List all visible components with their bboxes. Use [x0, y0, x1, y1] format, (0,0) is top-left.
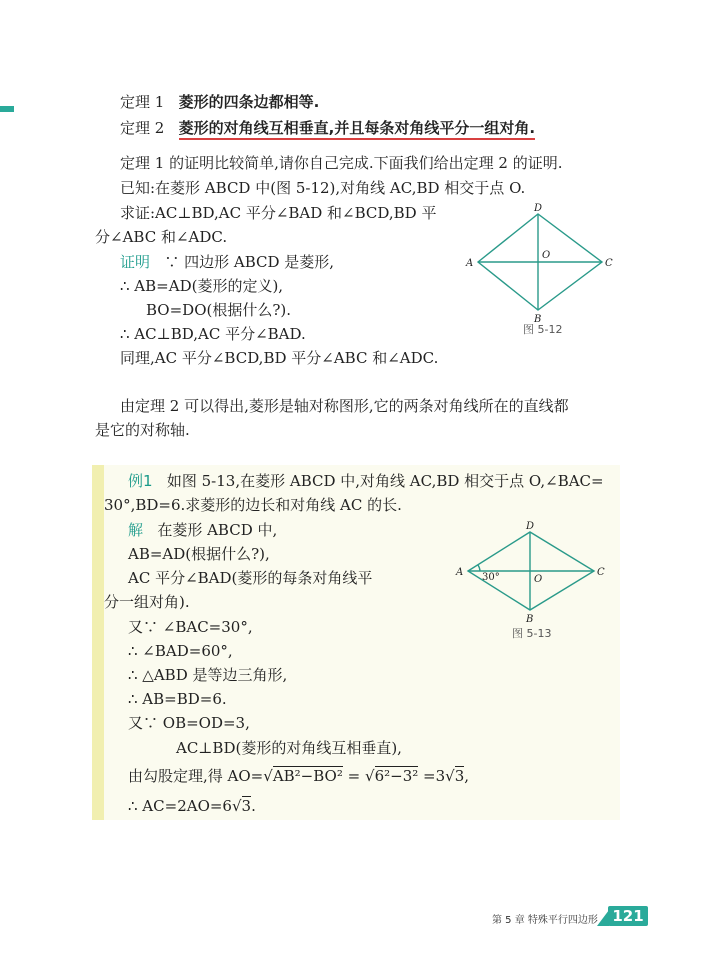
label-c: C: [605, 258, 613, 269]
theorem-1: 定理 1 菱形的四条边都相等.: [120, 93, 320, 111]
label-a: A: [456, 567, 464, 578]
conclusion-line-2: 是它的对称轴.: [95, 421, 190, 439]
solution-line-1: 解 在菱形 ABCD 中,: [128, 521, 278, 539]
prove-line-2: 分∠ABC 和∠ADC.: [95, 228, 228, 246]
label-a: A: [466, 258, 474, 269]
solution-line-6: ∴ ∠BAD=60°,: [128, 642, 233, 660]
radicand-1: AB²−BO²: [272, 767, 343, 785]
page-number: 121: [608, 906, 648, 926]
angle-label: 30°: [482, 572, 500, 583]
prove-line-1: 求证:AC⊥BD,AC 平分∠BAD 和∠BCD,BD 平: [120, 204, 437, 222]
label-o: O: [542, 250, 551, 261]
label-o: O: [534, 574, 543, 585]
solution-line-5: 又∵ ∠BAC=30°,: [128, 618, 253, 636]
example-line-1: 例1 如图 5-13,在菱形 ABCD 中,对角线 AC,BD 相交于点 O,∠BAC=: [128, 472, 604, 490]
margin-tab: [0, 106, 14, 112]
proof-label: 证明: [120, 253, 151, 271]
proof-line-4: ∴ AC⊥BD,AC 平分∠BAD.: [120, 325, 306, 343]
sqrt-sign: √: [365, 767, 375, 785]
figure-5-12-caption: 图 5-12: [523, 323, 563, 336]
figure-5-12: [462, 202, 622, 334]
angle-arc: [478, 565, 480, 571]
solution-line-8: ∴ AB=BD=6.: [128, 690, 227, 708]
label-d: D: [526, 521, 535, 532]
sqrt-sign: √: [231, 797, 242, 815]
given-line: 已知:在菱形 ABCD 中(图 5-12),对角线 AC,BD 相交于点 O.: [120, 179, 526, 197]
radicand-4: 3: [241, 797, 252, 815]
solution-line-11: 由勾股定理,得 AO=√AB²−BO² = √6²−3² =3√3,: [128, 767, 470, 785]
example-line-2: 30°,BD=6.求菱形的边长和对角线 AC 的长.: [104, 496, 402, 514]
figure-5-13: [452, 518, 622, 630]
figure-5-13-caption: 图 5-13: [512, 627, 552, 640]
label-c: C: [597, 567, 605, 578]
proof-line-2: ∴ AB=AD(菱形的定义),: [120, 277, 284, 295]
label-d: D: [534, 203, 543, 214]
example-label: 例1: [128, 472, 153, 490]
solution-line-12: ∴ AC=2AO=6√3.: [128, 797, 256, 815]
proof-line-5: 同理,AC 平分∠BCD,BD 平分∠ABC 和∠ADC.: [120, 349, 439, 367]
conclusion-line-1: 由定理 2 可以得出,菱形是轴对称图形,它的两条对角线所在的直线都: [120, 397, 569, 415]
label-b: B: [526, 614, 534, 625]
chapter-footer: 第 5 章 特殊平行四边形: [492, 915, 598, 926]
solution-line-2: AB=AD(根据什么?),: [128, 545, 270, 563]
proof-line-1: 证明 ∵ 四边形 ABCD 是菱形,: [120, 253, 335, 271]
radicand-3: 3: [454, 767, 465, 785]
radicand-2: 6²−3²: [374, 767, 419, 785]
proof-line-3: BO=DO(根据什么?).: [146, 301, 292, 319]
example-side-bar: [92, 465, 104, 820]
solution-line-4: 分一组对角).: [104, 593, 190, 611]
theorem-2: 定理 2 菱形的对角线互相垂直,并且每条对角线平分一组对角.: [120, 118, 535, 138]
solution-line-7: ∴ △ABD 是等边三角形,: [128, 666, 288, 684]
label-b: B: [534, 314, 542, 325]
sqrt-sign: √: [263, 767, 273, 785]
solution-line-9: 又∵ OB=OD=3,: [128, 714, 250, 732]
intro-line-1: 定理 1 的证明比较简单,请你自己完成.下面我们给出定理 2 的证明.: [120, 154, 563, 172]
solution-line-3: AC 平分∠BAD(菱形的每条对角线平: [128, 569, 373, 587]
solution-line-10: AC⊥BD(菱形的对角线互相垂直),: [176, 739, 402, 757]
solution-label: 解: [128, 521, 144, 539]
sqrt-sign: √: [445, 767, 455, 785]
